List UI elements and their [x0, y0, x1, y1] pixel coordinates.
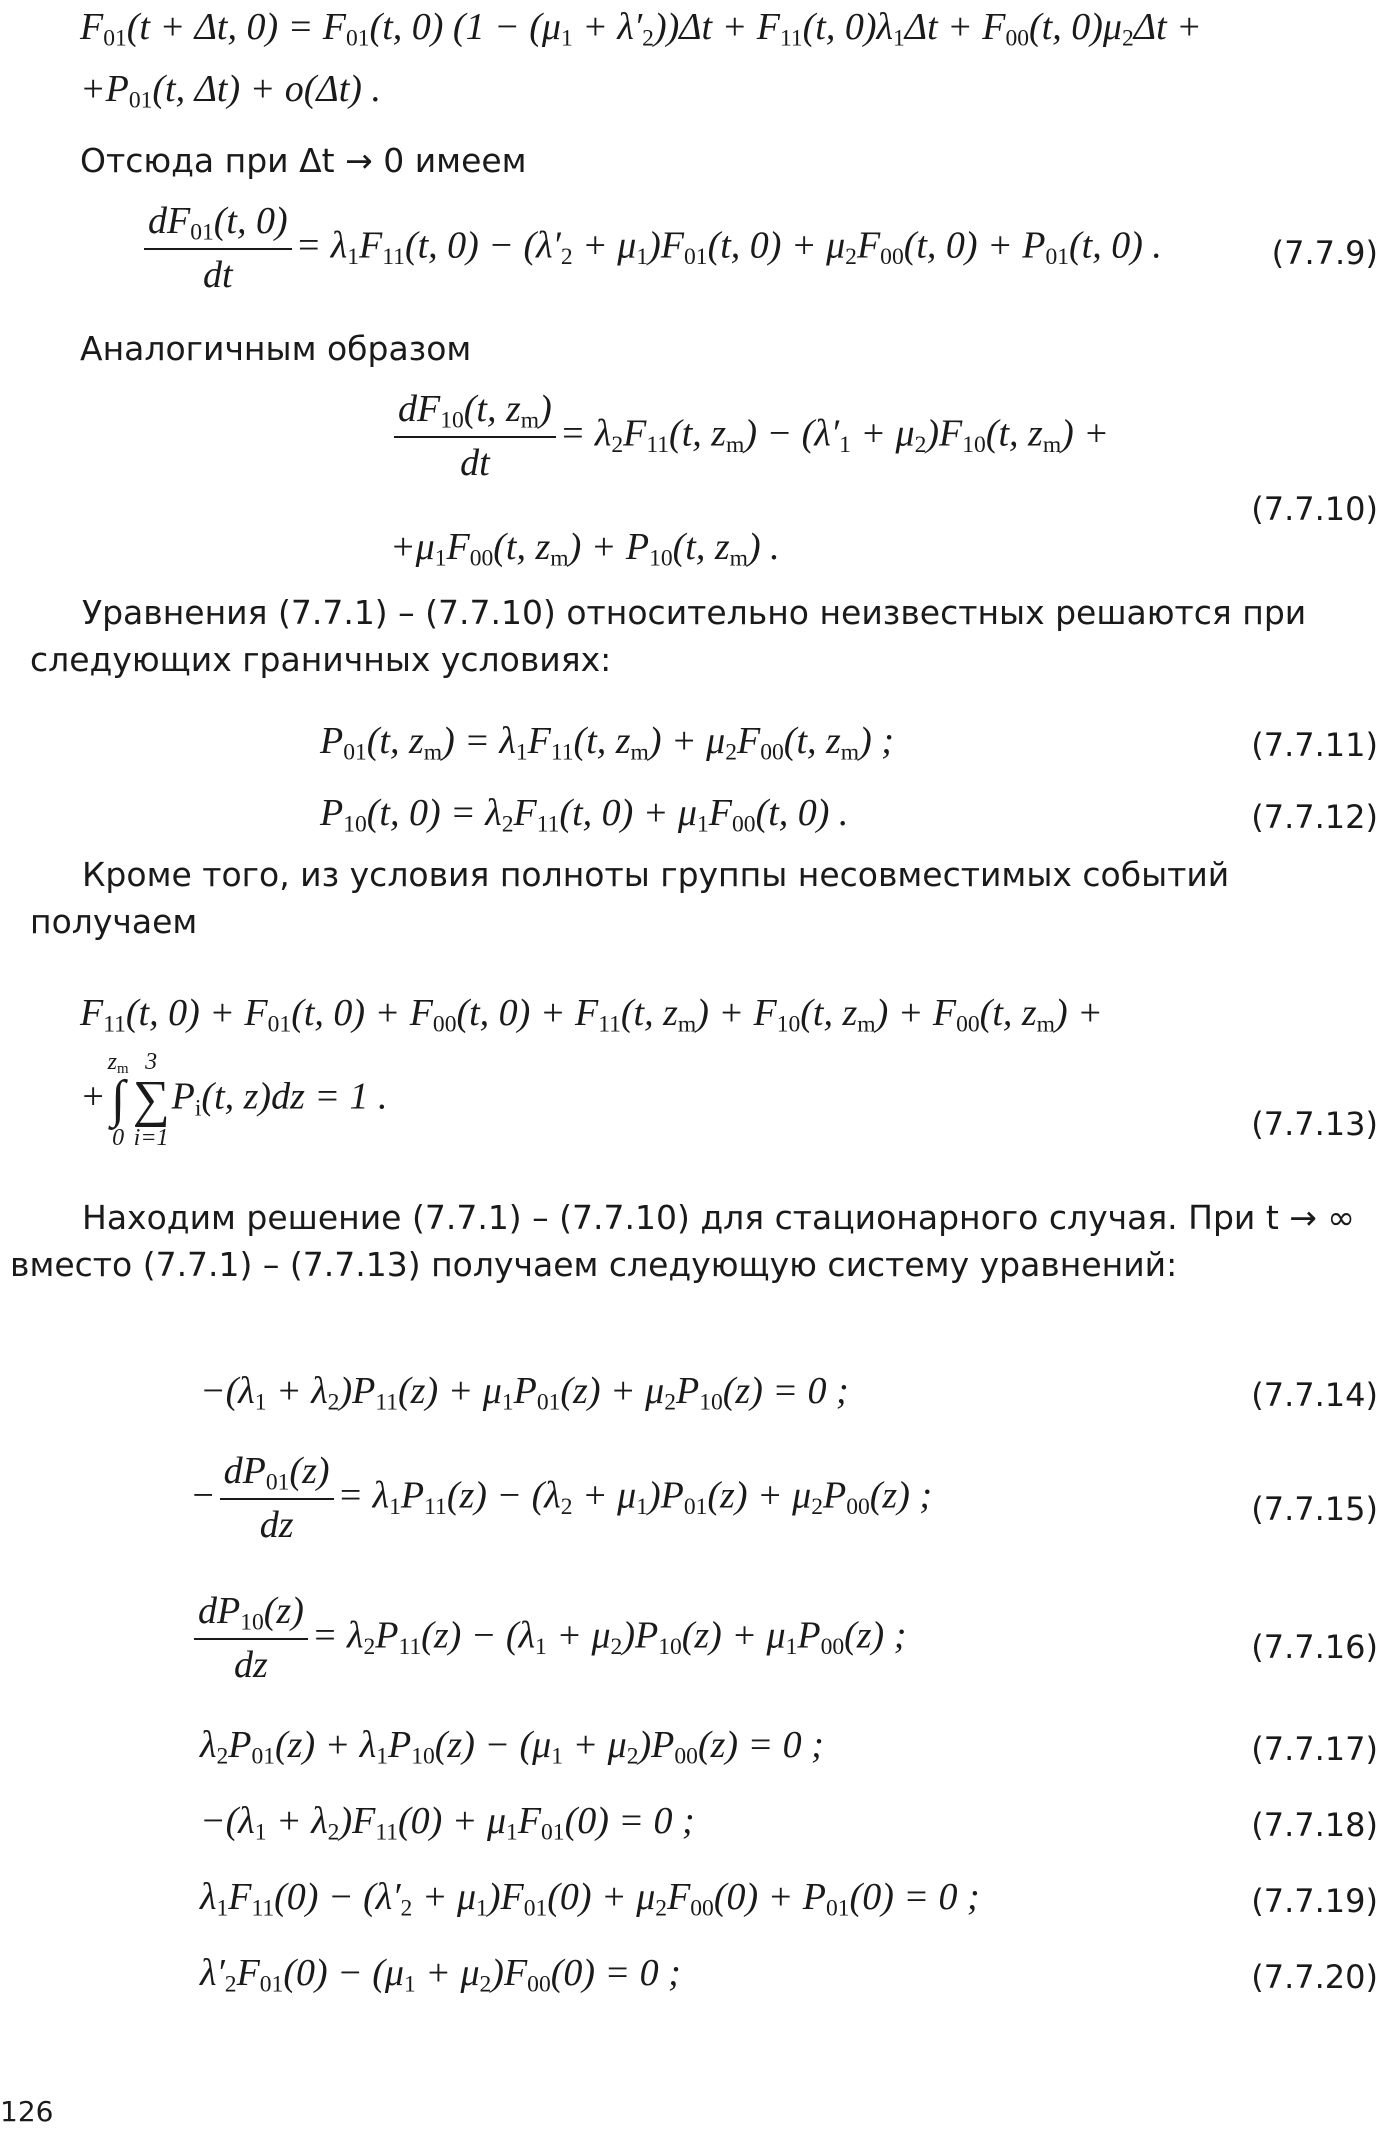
- paragraph-similarly: Аналогичным образом: [80, 329, 472, 368]
- equation-7-7-19: $\lambda_1F_{11}(0) - (\lambda'_2 + \mu_1)F_{01}(0) + \mu_2F_{00}(0) + P_{01}(0) = 0$ ;: [200, 1876, 980, 1922]
- equation-number: (7.7.16): [1251, 1628, 1378, 1666]
- paragraph-hence: Отсюда при Δt → 0 имеем: [80, 141, 527, 180]
- equation-7-7-16: $\frac{dP_{10}(z)}{dz}$ = $\lambda_2P_{11}(z) - (\lambda_1 + \mu_2)P_{10}(z) + \mu_1P_{00}(z)$ ;: [190, 1590, 906, 1687]
- equation-7-7-18: $-(\lambda_1 + \lambda_2)F_{11}(0) + \mu_1F_{01}(0) = 0$ ;: [200, 1800, 695, 1846]
- equation-number: (7.7.11): [1251, 726, 1378, 764]
- equation-number: (7.7.15): [1251, 1490, 1378, 1528]
- fraction-dF10-dt: $\frac{dF_{10}(t, z_m)}{dt}$: [394, 388, 556, 485]
- page-number: 126: [0, 2095, 54, 2128]
- equation-7-7-13-line1: $F_{11}(t$, $0) + F_{01}(t$, $0) + F_{00}(t$, $0) + F_{11}(t$, $z_m) + F_{10}(t$, $z_m) + F_{00}(t$, $z_m$) +: [80, 992, 1103, 1038]
- equation-7-7-17: $\lambda_2P_{01}(z) + \lambda_1P_{10}(z) - (\mu_1 + \mu_2)P_{00}(z) = 0$ ;: [200, 1724, 824, 1770]
- equation-7-7-12: $P_{10}(t$, $0) = \lambda_2F_{11}(t$, $0) + \mu_1F_{00}(t$, 0) .: [320, 792, 849, 838]
- sum-sign: 3 ∑ i=1: [132, 1049, 170, 1151]
- equation-7-7-15: − $\frac{dP_{01}(z)}{dz}$ = $\lambda_1P_{11}(z) - (\lambda_2 + \mu_1)P_{01}(z) + \mu_2P_{00}(z)$ ;: [190, 1450, 933, 1546]
- equation-number: (7.7.12): [1251, 798, 1378, 836]
- equation-number: (7.7.9): [1271, 234, 1378, 272]
- equation-number: (7.7.10): [1251, 490, 1378, 528]
- equation-7-7-13-line2: + $z_m$ ∫ 0 3 ∑ i=1 $P_i(t$, z)dz = 1 .: [80, 1049, 388, 1151]
- equation-number: (7.7.14): [1251, 1376, 1378, 1414]
- equation-7-7-11: $P_{01}(t$, $z_m) = \lambda_1F_{11}(t$, $z_m) + \mu_2F_{00}(t$, $z_m$) ;: [320, 720, 894, 766]
- equation-7-7-14: $-(\lambda_1 + \lambda_2)P_{11}(z) + \mu_1P_{01}(z) + \mu_2P_{10}(z) = 0$ ;: [200, 1370, 849, 1416]
- equation-continuation-line1: $F_{01}(t + \Delta t$, $0) = F_{01}(t$, 0) $(1 - (\mu_1 + \lambda'_2))\Delta t + F_{11}(t$, $0)\lambda_1\Delta t + F_{00}(t$, $0)\mu_2\Delta t$ +: [80, 6, 1202, 52]
- fraction-dF01-dt: $\frac{dF_{01}(t, 0)}{dt}$: [144, 200, 292, 297]
- equation-continuation-line2: $+P_{01}(t$, Δt) + o(Δt) .: [80, 68, 381, 114]
- paragraph-boundary-conditions: Уравнения (7.7.1) – (7.7.10) относительно неизвестных решаются при следующих граничных условиях:: [30, 593, 1307, 679]
- equation-7-7-10-line1: $\frac{dF_{10}(t, z_m)}{dt}$ = $\lambda_2F_{11}(t$, $z_m) - (\lambda'_1 + \mu_2)F_{10}(t$, $z_m$) +: [390, 388, 1109, 485]
- fraction-dP01-dz: $\frac{dP_{01}(z)}{dz}$: [220, 1450, 334, 1547]
- integral-sign: $z_m$ ∫ 0: [107, 1049, 129, 1151]
- equation-number: (7.7.13): [1251, 1105, 1378, 1143]
- equation-number: (7.7.19): [1251, 1882, 1378, 1920]
- equation-number: (7.7.20): [1251, 1958, 1378, 1996]
- paragraph-stationary: Находим решение (7.7.1) – (7.7.10) для стационарного случая. При t → ∞ вместо (7.7.1) – (7.7.13) получаем следующую систему уравнений:: [10, 1198, 1355, 1284]
- equation-7-7-10-line2: $+\mu_1F_{00}(t$, $z_m) + P_{10}(t$, $z_m$) .: [390, 526, 780, 572]
- equation-number: (7.7.18): [1251, 1806, 1378, 1844]
- fraction-dP10-dz: $\frac{dP_{10}(z)}{dz}$: [194, 1590, 308, 1687]
- equation-number: (7.7.17): [1251, 1730, 1378, 1768]
- paragraph-completeness: Кроме того, из условия полноты группы несовместимых событий получаем: [30, 855, 1230, 941]
- equation-7-7-20: $\lambda'_2F_{01}(0) - (\mu_1 + \mu_2)F_{00}(0) = 0$ ;: [200, 1952, 681, 1998]
- equation-7-7-9: $\frac{dF_{01}(t, 0)}{dt}$ = $\lambda_1F_{11}(t$, $0) - (\lambda'_2 + \mu_1)F_{01}(t$, $0) + \mu_2F_{00}(t$, $0) + P_{01}(t$, 0) .: [140, 200, 1162, 297]
